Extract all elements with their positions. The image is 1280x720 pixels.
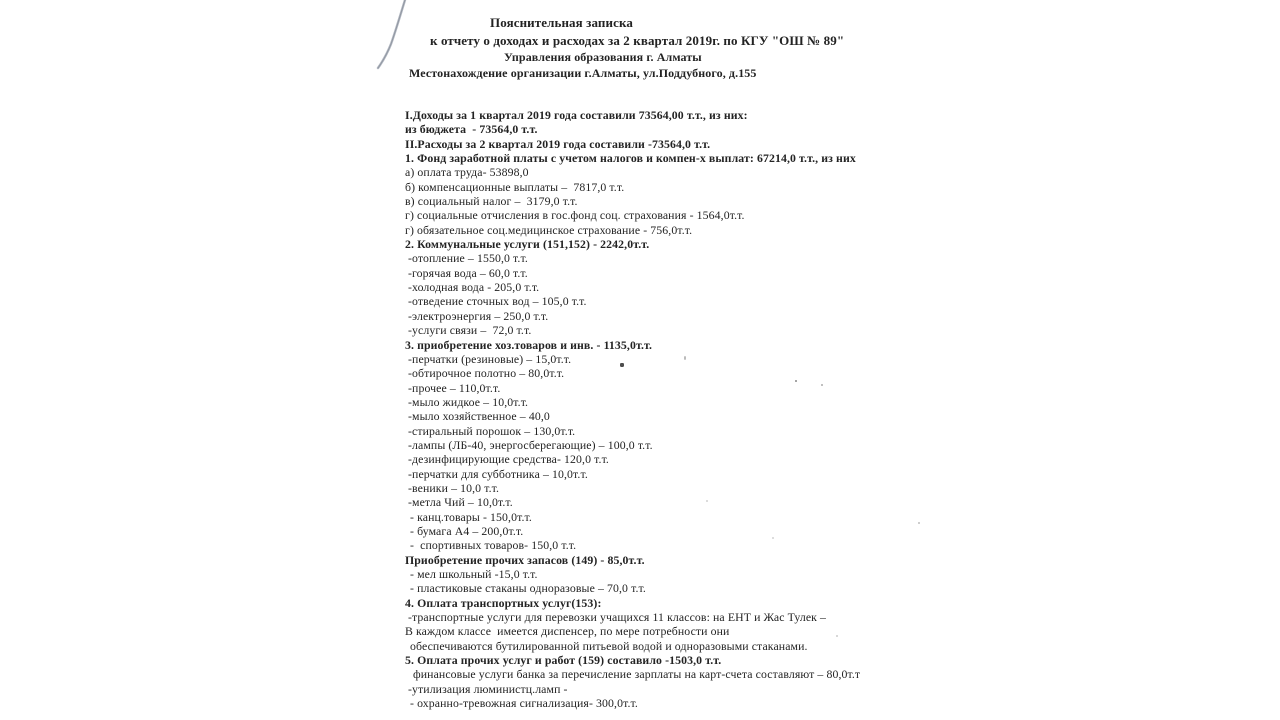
doc-line: -электроэнергия – 250,0 т.т. [408,308,549,323]
doc-line: -транспортные услуги для перевозки учащихся 11 классов: на ЕНТ и Жас Тулек – [408,610,827,625]
doc-line: -перчатки (резиновые) – 15,0т.т. [408,351,572,366]
doc-line: 1. Фонд заработной платы с учетом налогов и компен-х выплат: 67214,0 т.т., из них [405,151,856,166]
doc-line: Местонахождение организации г.Алматы, ул.Поддубного, д.155 [409,66,757,80]
doc-line: 3. приобретение хоз.товаров и инв. - 1135,0т.т. [405,337,653,352]
doc-line: - канц.товары - 150,0т.т. [410,509,532,524]
doc-line: 4. Оплата транспортных услуг(153): [405,595,602,610]
doc-line: - охранно-тревожная сигнализация- 300,0т.т. [410,696,638,711]
doc-line: б) компенсационные выплаты – 7817,0 т.т. [405,179,625,194]
doc-line: г) социальные отчисления в гос.фонд соц. страхования - 1564,0т.т. [405,208,745,223]
doc-line: из бюджета - 73564,0 т.т. [405,122,538,137]
doc-line: -услуги связи – 72,0 т.т. [408,323,532,338]
doc-line: в) социальный налог – 3179,0 т.т. [405,194,578,209]
doc-line: -отопление – 1550,0 т.т. [408,251,528,266]
doc-line: -прочее – 110,0т.т. [408,380,501,395]
doc-line: -стиральный порошок – 130,0т.т. [408,423,576,438]
doc-line: к отчету о доходах и расходах за 2 квартал 2019г. по КГУ "ОШ № 89" [430,33,845,48]
doc-line: - бумага А4 – 200,0т.т. [410,523,524,538]
doc-line: Приобретение прочих запасов (149) - 85,0т.т. [405,552,645,567]
doc-line: Пояснительная записка [490,15,633,30]
doc-line: -веники – 10,0 т.т. [408,480,500,495]
doc-line: -холодная вода - 205,0 т.т. [408,280,540,295]
doc-line: г) обязательное соц.медицинское страхование - 756,0т.т. [405,222,693,237]
doc-line: II.Расходы за 2 квартал 2019 года составили -73564,0 т.т. [405,136,711,151]
doc-line: -утилизация люминистц.ламп - [408,681,568,696]
doc-line: Управления образования г. Алматы [504,50,702,64]
doc-line [405,82,965,108]
doc-line: I.Доходы за 1 квартал 2019 года составили 73564,00 т.т., из них: [405,108,748,122]
doc-line: обеспечиваются бутилированной питьевой водой и одноразовыми стаканами. [410,638,808,653]
doc-line: -мыло жидкое – 10,0т.т. [408,394,529,409]
doc-line: -мыло хозяйственное – 40,0 [408,409,550,424]
doc-line: -лампы (ЛБ-40, энергосберегающие) – 100,0 т.т. [408,437,653,452]
doc-line: -дезинфицирующие средства- 120,0 т.т. [408,452,609,467]
doc-line: В каждом классе имеется диспенсер, по мере потребности они [405,624,730,639]
doc-line: -отведение сточных вод – 105,0 т.т. [408,294,587,309]
doc-line: 2. Коммунальные услуги (151,152) - 2242,0т.т. [405,237,650,252]
doc-line: -обтирочное полотно – 80,0т.т. [408,366,565,381]
doc-line: 5. Оплата прочих услуг и работ (159) составило -1503,0 т.т. [405,653,722,668]
doc-line: - спортивных товаров- 150,0 т.т. [410,538,577,553]
doc-line: -перчатки для субботника – 10,0т.т. [408,466,588,481]
document-lines [405,14,965,710]
doc-line: -метла Чий – 10,0т.т. [408,495,513,510]
doc-line: а) оплата труда- 53898,0 [405,165,529,180]
doc-line: - мел школьный -15,0 т.т. [410,567,538,581]
doc-line: - пластиковые стаканы одноразовые – 70,0 т.т. [410,581,646,596]
doc-line: -горячая вода – 60,0 т.т. [408,265,528,280]
doc-line: финансовые услуги банка за перечисление зарплаты на карт-счета составляют – 80,0т.т [413,667,861,682]
